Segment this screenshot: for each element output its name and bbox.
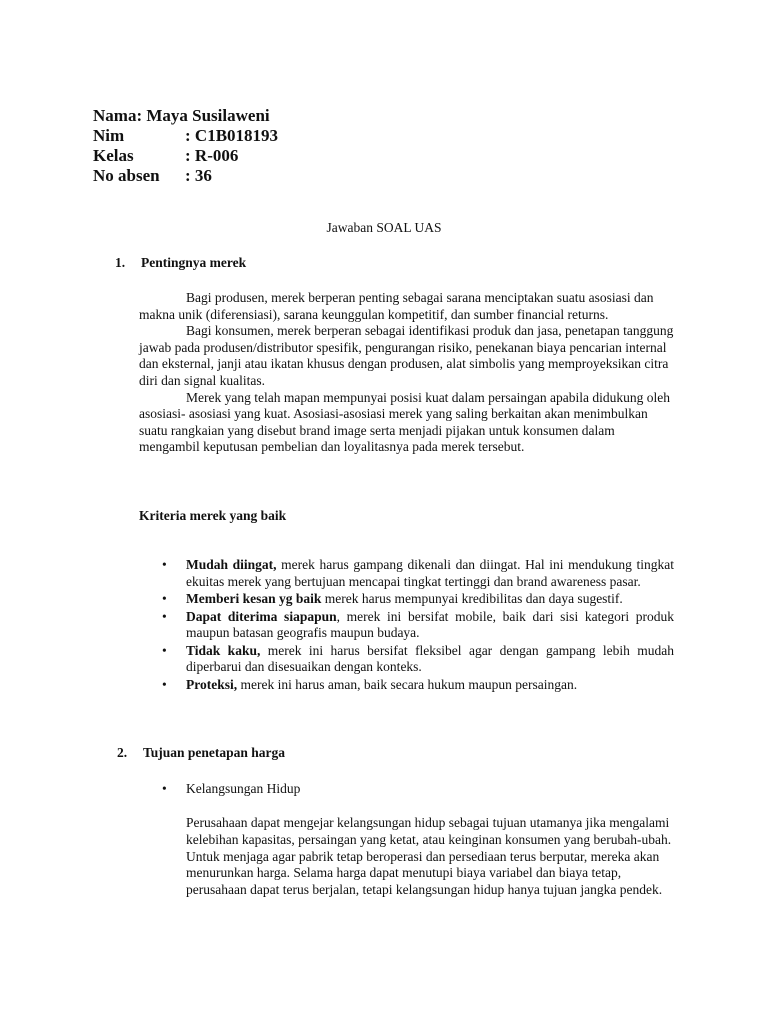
absen-row — [93, 166, 278, 186]
paragraph-produsen: Bagi produsen, merek berperan penting sebagai sarana menciptakan suatu asosiasi dan makna unik (diferensiasi), sarana keunggulan kompetitif, dan sumber financial returns. — [139, 290, 654, 322]
bullet-text: , merek ini bersifat mobile, baik dari sisi kategori produk maupun batasan geografis maupun budaya. — [186, 608, 674, 640]
section-2-number: 2. — [117, 745, 128, 760]
name-row — [93, 106, 278, 126]
list-item — [162, 781, 674, 798]
bullet-term: Proteksi, — [186, 676, 238, 692]
bullet-icon: • — [162, 642, 167, 658]
kriteria-list — [162, 557, 674, 694]
list-item — [162, 609, 674, 642]
list-item — [162, 677, 674, 694]
student-name: Nama: Maya Susilaweni — [93, 106, 270, 125]
absen-label: No absen — [93, 166, 160, 185]
kelas-label: Kelas — [93, 146, 134, 165]
list-item — [162, 643, 674, 676]
paragraph-konsumen: Bagi konsumen, merek berperan sebagai identifikasi produk dan jasa, penetapan tanggung jawab pada produsen/distributor spesifik, pengurangan risiko, penekanan biaya pencarian internal dan eksternal, janji atau ikatan khusus dengan produsen, alat simbolis yang memproyeksikan citra diri dan signal kualitas. — [139, 323, 674, 388]
kelangsungan-hidup-paragraph: Perusahaan dapat mengejar kelangsungan hidup sebagai tujuan utamanya jika mengalami kelebihan kapasitas, persaingan yang ketat, atau keinginan konsumen yang berubah-ubah. Untuk menjaga agar pabrik tetap beroperasi dan persediaan terus berputar, mereka akan menurunkan harga. Selama harga dapat menutupi biaya variabel dan biaya tetap, perusahaan dapat terus berjalan, tetapi kelangsungan hidup hanya tujuan jangka pendek. — [186, 815, 672, 898]
bullet-icon: • — [162, 557, 167, 572]
bullet-text: merek ini harus bersifat fleksibel agar dengan gampang lebih mudah diperbarui dan disesuaikan dengan konteks. — [186, 642, 675, 674]
nim-label: Nim — [93, 126, 125, 145]
bullet-icon: • — [162, 608, 167, 624]
section-2-heading — [117, 745, 285, 761]
nim-row — [93, 126, 278, 146]
section-1-body — [139, 290, 675, 456]
bullet-term: Dapat diterima siapapun — [186, 608, 337, 624]
document-title: Jawaban SOAL UAS — [326, 220, 442, 235]
bullet-term: Memberi kesan yg baik — [186, 591, 322, 606]
list-item — [162, 591, 674, 608]
kelas-row — [93, 146, 278, 166]
tujuan-list — [162, 781, 674, 799]
nim-value: : C1B018193 — [185, 126, 279, 145]
bullet-text: merek harus mempunyai kredibilitas dan daya sugestif. — [321, 591, 623, 606]
section-1-heading — [115, 255, 246, 271]
section-1-number: 1. — [115, 255, 126, 270]
bullet-icon: • — [162, 781, 167, 796]
bullet-icon: • — [162, 676, 167, 692]
bullet-text: merek harus gampang dikenali dan diingat. Hal ini mendukung tingkat ekuitas merek yang bertujuan mencapai tingkat tertinggi dan brand awareness pasar. — [186, 557, 674, 589]
kelas-value: : R-006 — [185, 146, 239, 165]
section-2-title: Tujuan penetapan harga — [143, 745, 286, 760]
student-info-header — [93, 106, 278, 186]
bullet-text: merek ini harus aman, baik secara hukum maupun persaingan. — [237, 676, 578, 692]
bullet-icon: • — [162, 591, 167, 606]
list-item — [162, 557, 674, 590]
absen-value: : 36 — [185, 166, 212, 185]
kriteria-subheading: Kriteria merek yang baik — [139, 508, 287, 523]
bullet-text: Kelangsungan Hidup — [186, 781, 301, 796]
bullet-term: Mudah diingat, — [186, 557, 277, 572]
bullet-term: Tidak kaku, — [186, 642, 261, 658]
section-1-title: Pentingnya merek — [141, 255, 247, 270]
paragraph-merek-mapan: Merek yang telah mapan mempunyai posisi kuat dalam persaingan apabila didukung oleh asosiasi- asosiasi yang kuat. Asosiasi-asosiasi merek yang saling berkaitan akan menimbulkan suatu rangkaian yang disebut brand image serta menjadi pijakan untuk konsumen dalam mengambil keputusan pembelian dan loyalitasnya pada merek tersebut. — [139, 389, 670, 455]
